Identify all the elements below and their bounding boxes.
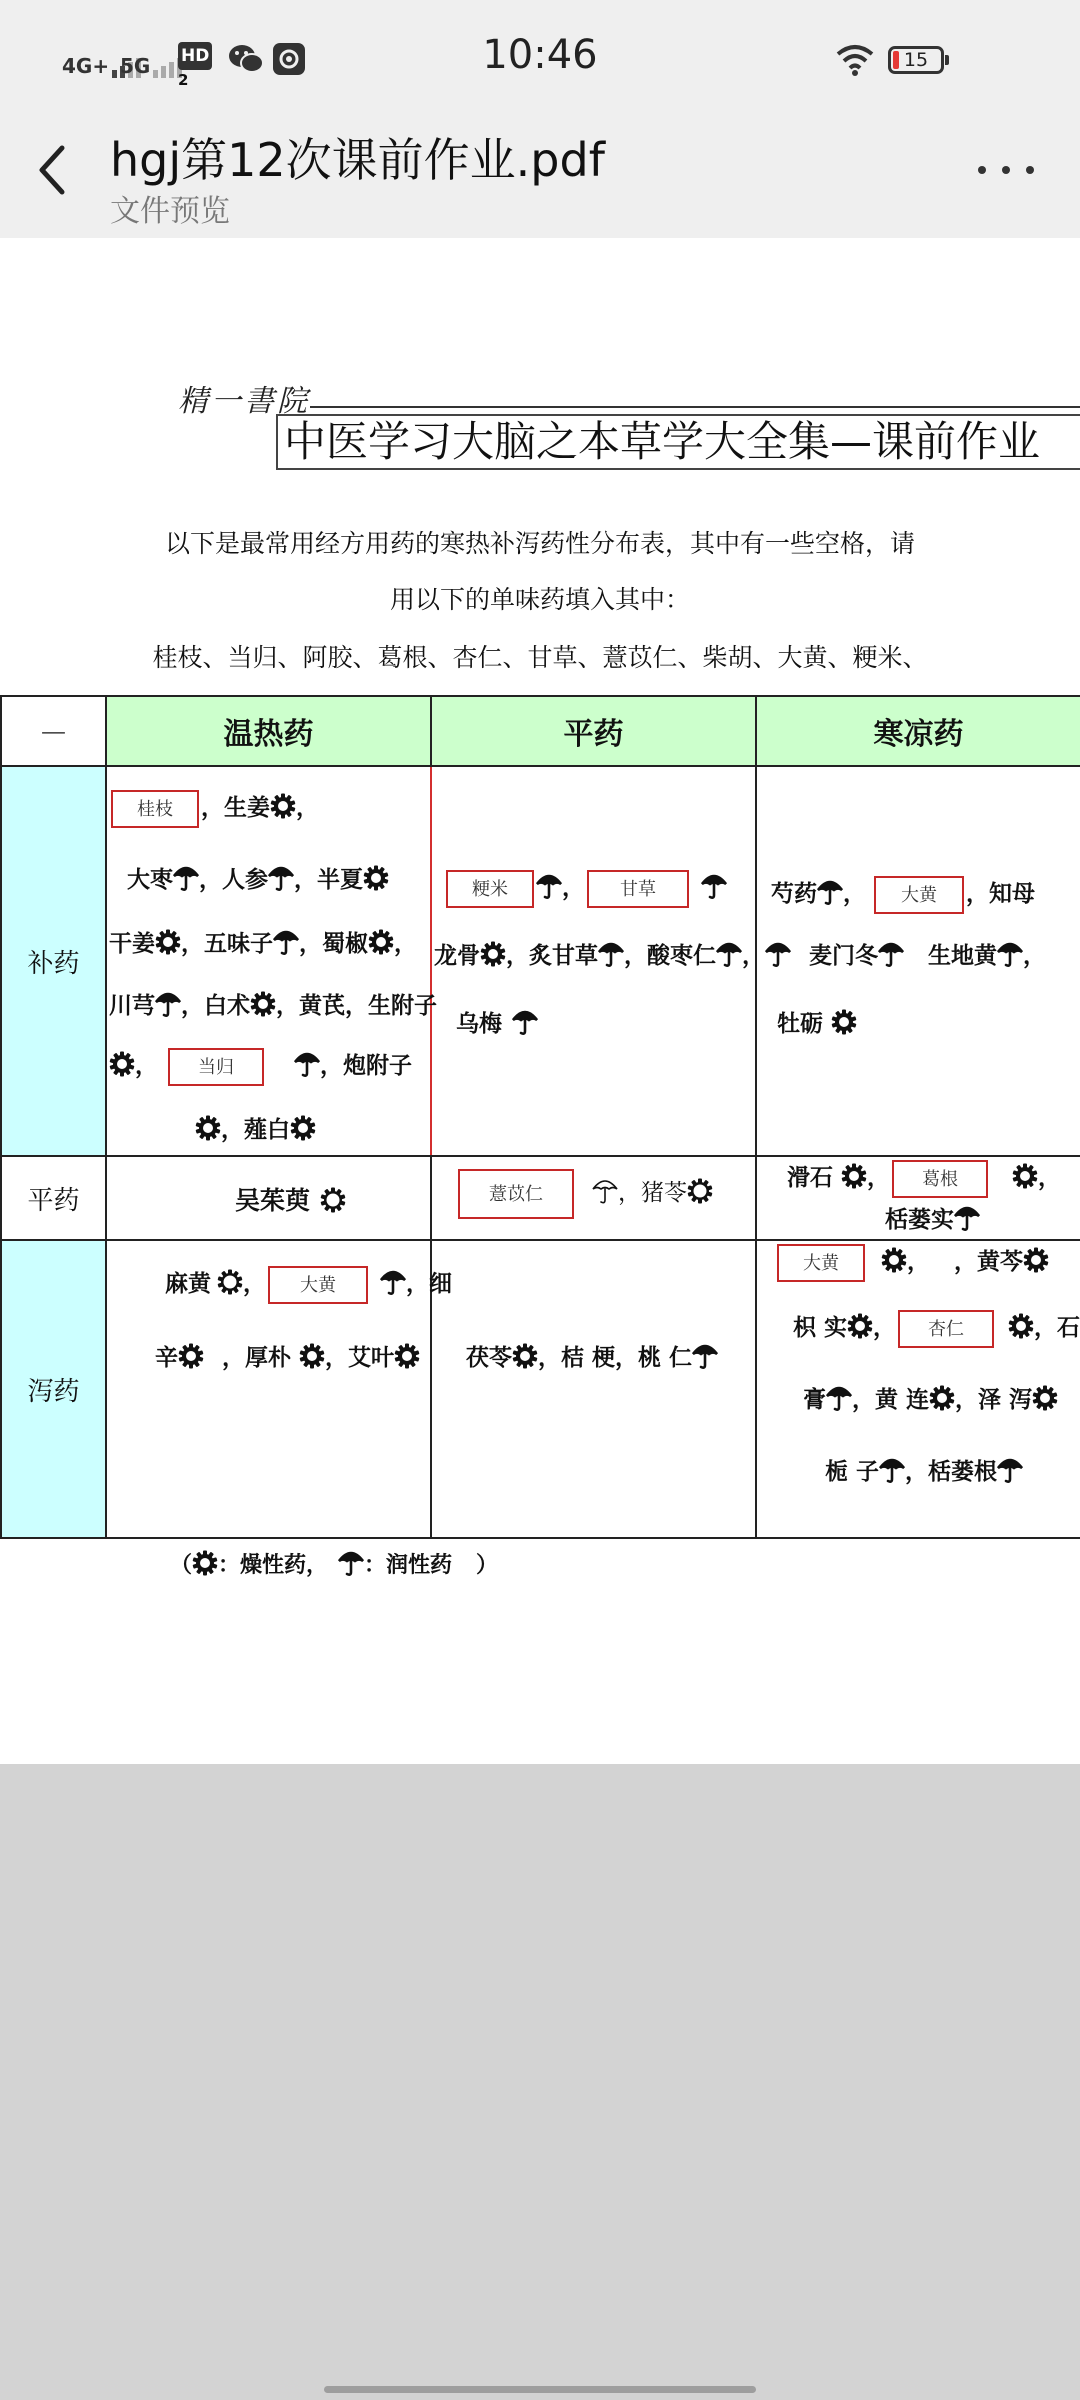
- herb-text: 吴茱萸: [235, 1186, 311, 1215]
- herb-text: ，: [562, 874, 585, 901]
- herb-text: 栝蒌实: [885, 1206, 954, 1233]
- table-cell: [431, 1156, 756, 1240]
- herb-text: ，黄芩: [954, 1248, 1023, 1275]
- dry-herb-icon: [250, 991, 276, 1023]
- herb-text: ，厚朴: [222, 1344, 291, 1371]
- herb-text: ，: [1023, 942, 1046, 969]
- dry-herb-icon: [1012, 1163, 1038, 1195]
- herb-text: 芍药: [771, 880, 817, 907]
- dry-herb-icon: [512, 1343, 538, 1375]
- answer-box: 杏仁: [898, 1310, 994, 1348]
- dry-herb-icon: [270, 793, 296, 825]
- moist-herb-icon: [380, 1268, 406, 1302]
- herb-text: ，: [867, 1164, 890, 1191]
- herb-text: 麻黄: [165, 1270, 211, 1297]
- legend-bracket: （: [170, 1552, 193, 1578]
- answer-box: 甘草: [587, 870, 689, 908]
- herb-text: ，猪苓: [618, 1180, 687, 1206]
- dry-herb-icon: [363, 865, 389, 897]
- herb-text: 乌梅: [456, 1010, 502, 1037]
- answer-box: 葛根: [892, 1160, 988, 1198]
- moist-herb-icon: [716, 940, 742, 974]
- herb-text: ，酸枣仁: [624, 942, 716, 969]
- herb-text: ，黄芪，生附子: [276, 992, 437, 1019]
- herb-text: ，艾叶: [325, 1344, 394, 1371]
- dry-herb-icon: [155, 929, 181, 961]
- moist-herb-icon: [765, 940, 791, 974]
- dry-herb-icon: [929, 1385, 955, 1417]
- answer-box: 粳米: [446, 870, 534, 908]
- moist-herb-icon: [338, 1549, 364, 1583]
- moist-herb-icon: [598, 940, 624, 974]
- dry-herb-icon: [109, 1051, 135, 1083]
- moist-herb-icon: [826, 1384, 852, 1418]
- moist-herb-icon: [536, 872, 562, 906]
- legend: [170, 1548, 498, 1583]
- moist-herb-icon: [592, 1177, 618, 1211]
- herb-text: ，: [907, 1248, 930, 1275]
- answer-box: 桂枝: [111, 790, 199, 828]
- legend-bracket: ）: [476, 1552, 499, 1578]
- herb-text: ，桔 梗，桃 仁: [538, 1344, 693, 1371]
- answer-box: 大黄: [874, 876, 964, 914]
- herb-text: ，石: [1034, 1314, 1080, 1341]
- legend-moist-label: ：润性药: [364, 1552, 453, 1578]
- moist-herb-icon: [294, 1050, 320, 1084]
- herb-text: 枳 实: [793, 1314, 848, 1341]
- herb-property-table: [0, 695, 1080, 1539]
- answer-box: 大黄: [268, 1266, 368, 1304]
- herb-text: 生地黄: [928, 942, 997, 969]
- moist-herb-icon: [155, 990, 181, 1024]
- herb-text: ，半夏: [294, 866, 363, 893]
- table-cell: [431, 766, 765, 1156]
- table-cell: [756, 1240, 1080, 1538]
- herb-text: ，栝蒌根: [905, 1458, 998, 1485]
- row-header: 平药: [1, 1156, 106, 1240]
- table-cell: [106, 1240, 452, 1538]
- herb-text: ，: [243, 1270, 266, 1297]
- document-title: 中医学习大脑之本草学大全集—课前作业: [276, 414, 1080, 470]
- dry-herb-icon: [480, 941, 506, 973]
- divider: [310, 406, 1080, 408]
- dry-herb-icon: [290, 1115, 316, 1147]
- status-time: 10:46: [482, 32, 598, 78]
- dry-herb-icon: [195, 1115, 221, 1147]
- more-options-icon[interactable]: [978, 160, 1034, 180]
- herb-text: ，生姜: [201, 794, 270, 821]
- moist-herb-icon: [273, 928, 299, 962]
- herb-text: ，: [296, 794, 319, 821]
- dry-herb-icon: [1032, 1385, 1058, 1417]
- herb-text: ，: [742, 942, 765, 969]
- network-type-label: 4G+: [62, 54, 110, 78]
- herb-text: ，: [135, 1052, 158, 1079]
- herb-text: 滑石: [787, 1164, 833, 1191]
- dry-herb-icon: [841, 1163, 867, 1195]
- dry-herb-icon: [178, 1343, 204, 1375]
- column-header: 温热药: [106, 696, 431, 766]
- status-bar: [0, 0, 1080, 120]
- legend-dry-label: ：燥性药，: [218, 1552, 329, 1578]
- column-header: 平药: [431, 696, 756, 766]
- dry-herb-icon: [320, 1187, 346, 1219]
- battery-icon: [888, 46, 944, 74]
- herb-text: ，泽 泻: [955, 1386, 1033, 1413]
- row-header: 泻药: [1, 1240, 106, 1538]
- herb-text: ，: [1038, 1164, 1061, 1191]
- intro-line: 以下是最常用经方用药的寒热补泻药性分布表，其中有一些空格，请: [164, 529, 915, 558]
- moist-herb-icon: [268, 864, 294, 898]
- dry-herb-icon: [831, 1009, 857, 1041]
- moist-herb-icon: [878, 940, 904, 974]
- file-subtitle: 文件预览: [110, 194, 230, 229]
- dry-herb-icon: [368, 929, 394, 961]
- moist-herb-icon: [954, 1204, 980, 1238]
- moist-herb-icon: [817, 878, 843, 912]
- herb-text: 龙骨: [434, 942, 480, 969]
- app-bar: [0, 0, 1080, 238]
- pdf-page: [0, 238, 1080, 1764]
- table-cell: [756, 766, 1080, 1156]
- table-corner: －: [1, 696, 106, 766]
- hd-sub-label: 2: [178, 71, 189, 89]
- row-header: 补药: [1, 766, 106, 1156]
- herb-text: ，炮附子: [320, 1052, 412, 1079]
- moist-herb-icon: [512, 1008, 538, 1042]
- table-cell: [756, 1156, 1080, 1240]
- herb-text: 牡砺: [777, 1010, 823, 1037]
- wifi-icon: [834, 42, 876, 78]
- herb-text: ，五味子: [181, 930, 273, 957]
- answer-box: 大黄: [777, 1244, 865, 1282]
- intro-line: 用以下的单味药填入其中：: [389, 585, 690, 614]
- battery-level: 15: [903, 49, 929, 71]
- herb-text: 麦门冬: [809, 942, 878, 969]
- herb-text: 辛: [155, 1344, 178, 1371]
- file-title: hgj第12次课前作业.pdf: [110, 133, 605, 187]
- moist-herb-icon: [692, 1342, 718, 1376]
- hd-label: HD: [178, 42, 212, 70]
- moist-herb-icon: [997, 1456, 1023, 1490]
- herb-text: 大枣: [127, 866, 173, 893]
- column-header: 寒凉药: [756, 696, 1080, 766]
- herb-text: ，黄 连: [852, 1386, 930, 1413]
- herb-text: ，: [873, 1314, 897, 1341]
- dry-herb-icon: [881, 1247, 907, 1279]
- herb-text: ，知母: [966, 880, 1035, 907]
- dry-herb-icon: [394, 1343, 420, 1375]
- herb-text: ，炙甘草: [506, 942, 598, 969]
- dry-herb-icon: [847, 1313, 873, 1345]
- gesture-handle[interactable]: [324, 2386, 756, 2393]
- network-type-label: 5G: [120, 54, 151, 78]
- table-cell: [431, 1240, 756, 1538]
- herb-text: 干姜: [109, 930, 155, 957]
- herb-text: ，: [843, 880, 866, 907]
- moist-herb-icon: [879, 1456, 905, 1490]
- answer-box: 薏苡仁: [458, 1169, 574, 1219]
- moist-herb-icon: [701, 872, 727, 906]
- intro-line: 桂枝、当归、阿胶、葛根、杏仁、甘草、薏苡仁、柴胡、大黄、粳米、: [152, 643, 928, 672]
- table-cell: [106, 766, 437, 1156]
- dry-herb-icon: [217, 1269, 243, 1301]
- herb-text: ，薤白: [221, 1116, 290, 1143]
- table-cell: [106, 1156, 431, 1240]
- back-arrow-icon[interactable]: [32, 140, 72, 200]
- herb-text: ，蜀椒: [299, 930, 368, 957]
- answer-box: 当归: [168, 1048, 264, 1086]
- herb-text: ，人参: [199, 866, 268, 893]
- herb-text: 川芎: [109, 992, 155, 1019]
- dry-herb-icon: [192, 1550, 218, 1582]
- herb-text: ，白术: [181, 992, 250, 1019]
- moist-herb-icon: [173, 864, 199, 898]
- herb-text: 栀 子: [825, 1458, 880, 1485]
- moist-herb-icon: [997, 940, 1023, 974]
- brand-logo: 精一書院: [178, 384, 310, 419]
- dry-herb-icon: [1008, 1313, 1034, 1345]
- herb-text: 膏: [803, 1386, 826, 1413]
- herb-text: ，: [394, 930, 417, 957]
- herb-text: 茯苓: [466, 1344, 512, 1371]
- dry-herb-icon: [1023, 1247, 1049, 1279]
- dry-herb-icon: [299, 1343, 325, 1375]
- dry-herb-icon: [687, 1178, 713, 1210]
- herb-text: ，细: [406, 1270, 452, 1297]
